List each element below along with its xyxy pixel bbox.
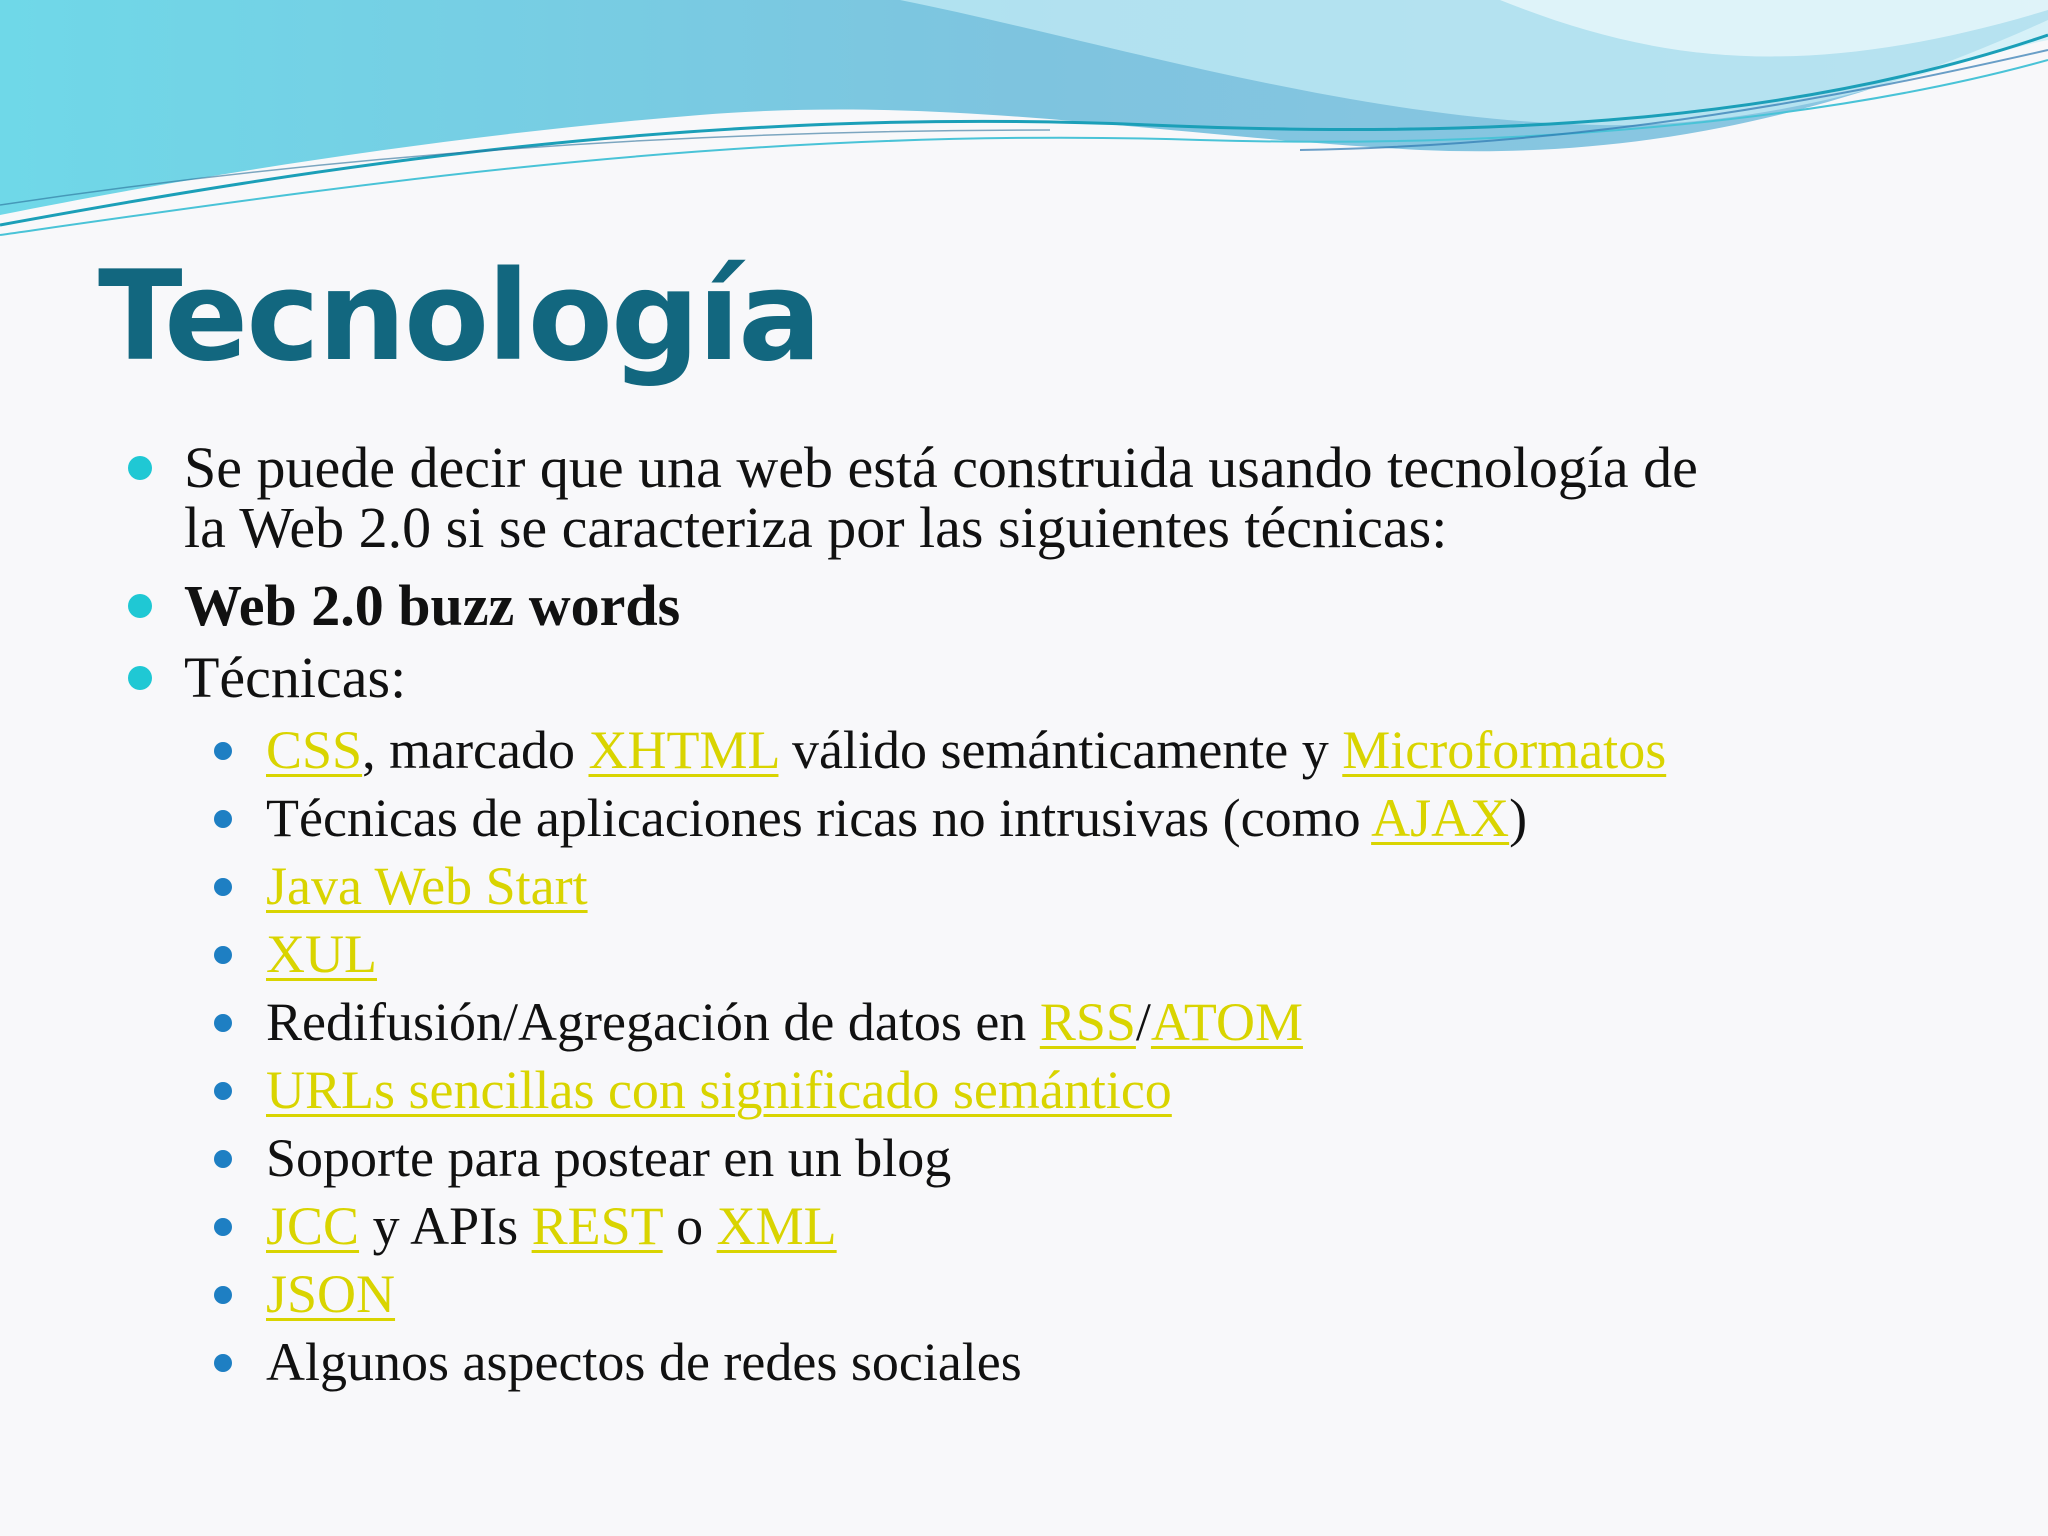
item-text: y APIs bbox=[359, 1196, 532, 1256]
item-text: Soporte para postear en un blog bbox=[266, 1128, 952, 1188]
item-text: ) bbox=[1509, 788, 1528, 848]
link-ajax[interactable]: AJAX bbox=[1371, 788, 1510, 848]
item-text: , marcado bbox=[362, 720, 589, 780]
item-text: Algunos aspectos de redes sociales bbox=[266, 1332, 1022, 1392]
link-microformatos[interactable]: Microformatos bbox=[1342, 720, 1667, 780]
item-text: válido semánticamente y bbox=[778, 720, 1343, 780]
link-rest[interactable]: REST bbox=[531, 1196, 663, 1256]
tecnicas-label: Técnicas: bbox=[184, 645, 407, 710]
item-text: Técnicas de aplicaciones ricas no intrusivas (como bbox=[266, 788, 1372, 848]
link-rss[interactable]: RSS bbox=[1039, 992, 1136, 1052]
item-text: Redifusión/Agregación de datos en bbox=[266, 992, 1040, 1052]
link-java-web-start[interactable]: Java Web Start bbox=[266, 856, 588, 916]
list-item-rss bbox=[266, 992, 1303, 1052]
link-atom[interactable]: ATOM bbox=[1150, 992, 1303, 1052]
sub-bullet-dot bbox=[214, 1150, 232, 1168]
link-xml[interactable]: XML bbox=[716, 1196, 837, 1256]
item-text: o bbox=[662, 1196, 717, 1256]
list-item-xul bbox=[266, 924, 377, 984]
list-item-json bbox=[266, 1264, 395, 1324]
list-item-css bbox=[266, 720, 1666, 780]
bullet-dot bbox=[128, 456, 152, 480]
intro-line-1: Se puede decir que una web está construida usando tecnología de bbox=[184, 435, 1698, 500]
link-xul[interactable]: XUL bbox=[266, 924, 377, 984]
sub-bullet-dot bbox=[214, 1014, 232, 1032]
sub-bullet-dot bbox=[214, 1082, 232, 1100]
list-item-jcc bbox=[266, 1196, 837, 1256]
sub-bullet-dot bbox=[214, 1354, 232, 1372]
link-xhtml[interactable]: XHTML bbox=[588, 720, 779, 780]
list-item-java bbox=[266, 856, 588, 916]
intro-line-2: la Web 2.0 si se caracteriza por las siguientes técnicas: bbox=[184, 495, 1448, 560]
buzz-words-label: Web 2.0 buzz words bbox=[184, 573, 681, 638]
link-css[interactable]: CSS bbox=[266, 720, 363, 780]
link-jcc[interactable]: JCC bbox=[266, 1196, 360, 1256]
list-item-ajax bbox=[266, 788, 1527, 848]
bullet-dot bbox=[128, 594, 152, 618]
sub-bullet-dot bbox=[214, 1286, 232, 1304]
list-item-social bbox=[266, 1332, 1022, 1392]
header-wave-decoration bbox=[0, 0, 2048, 240]
sub-bullet-dot bbox=[214, 946, 232, 964]
list-item-blog bbox=[266, 1128, 951, 1188]
link-json[interactable]: JSON bbox=[266, 1264, 396, 1324]
sub-bullet-dot bbox=[214, 742, 232, 760]
sub-bullet-dot bbox=[214, 1218, 232, 1236]
slide-title: Tecnología bbox=[98, 245, 820, 389]
sub-bullet-dot bbox=[214, 878, 232, 896]
bullet-dot bbox=[128, 666, 152, 690]
sub-bullet-dot bbox=[214, 810, 232, 828]
item-text: / bbox=[1135, 992, 1151, 1052]
link-urls-semanticas[interactable]: URLs sencillas con significado semántico bbox=[266, 1060, 1172, 1120]
list-item-urls bbox=[266, 1060, 1172, 1120]
